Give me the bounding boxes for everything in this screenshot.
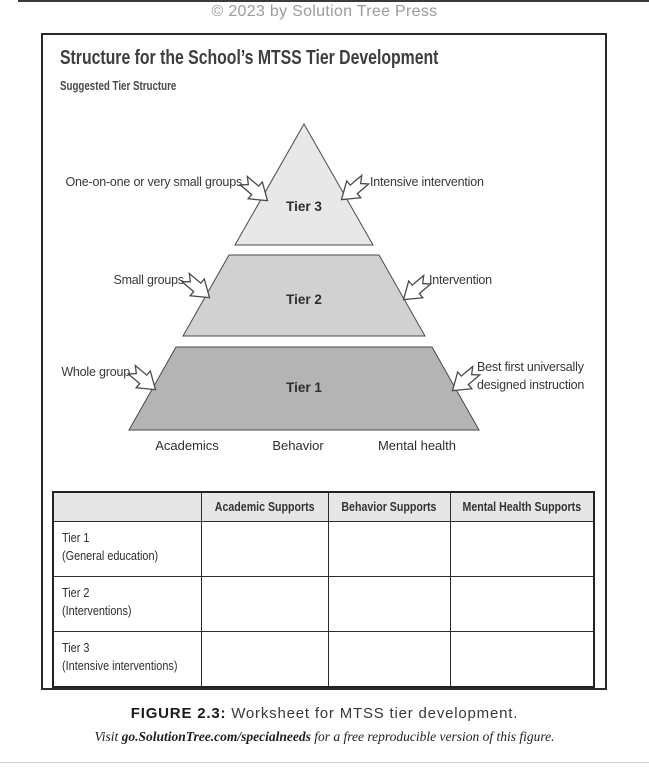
supports-cell [328,577,450,632]
tier2-label: Tier 2 [286,292,322,307]
tier1-right-label-line1: Best first universally [477,360,584,374]
figure-caption [0,705,649,722]
row-desc: (Intensive interventions) [62,659,178,673]
visit-prefix: Visit [94,729,122,744]
visit-note [0,729,649,745]
row-label-tier3 [53,632,202,688]
base-label-behavior: Behavior [272,438,324,453]
worksheet-box [41,33,607,690]
supports-cell [450,632,594,688]
tier2-right-label: Intervention [429,273,492,287]
mtss-pyramid-diagram [43,110,608,468]
row-tier: Tier 1 [62,531,90,545]
row-label-tier2 [53,577,202,632]
supports-cell [328,632,450,688]
tier3-label: Tier 3 [286,199,322,214]
visit-link[interactable]: go.SolutionTree.com/specialneeds [121,729,311,744]
supports-cell [450,522,594,577]
tier3-left-label: One-on-one or very small groups [65,175,242,189]
tier2-left-label: Small groups [113,273,184,287]
row-label-tier1 [53,522,202,577]
tier1-right-label-line2: designed instruction [477,378,585,392]
bottom-divider [0,762,649,763]
tier1-label: Tier 1 [286,380,322,395]
supports-cell [202,522,329,577]
header-cell-mental-health: Mental Health Supports [450,492,594,522]
copyright-text: © 2023 by Solution Tree Press [211,3,438,20]
supports-cell [202,632,329,688]
supports-cell [450,577,594,632]
page-title: Structure for the School’s MTSS Tier Development [60,47,439,69]
row-desc: (General education) [62,549,159,563]
page-subtitle: Suggested Tier Structure [60,79,177,93]
tier3-right-label: Intensive intervention [370,175,484,189]
row-desc: (Interventions) [62,604,132,618]
header-cell-academic: Academic Supports [202,492,329,522]
base-label-mental-health: Mental health [377,438,457,453]
tier1-left-label: Whole group [61,365,130,379]
table-header-row [53,492,594,522]
row-tier: Tier 2 [62,586,90,600]
figure-label: FIGURE 2.3: [130,705,227,722]
base-label-academics: Academics [155,438,219,453]
header-cell-behavior: Behavior Supports [328,492,450,522]
table-row [53,632,594,688]
supports-cell [202,577,329,632]
row-tier: Tier 3 [62,641,90,655]
figure-caption-text: Worksheet for MTSS tier development. [226,705,519,722]
header-cell-blank [53,492,202,522]
top-divider [18,0,649,2]
visit-suffix: for a free reproducible version of this figure. [310,729,555,744]
supports-cell [328,522,450,577]
table-row [53,522,594,577]
table-row [53,577,594,632]
supports-table [52,491,595,688]
